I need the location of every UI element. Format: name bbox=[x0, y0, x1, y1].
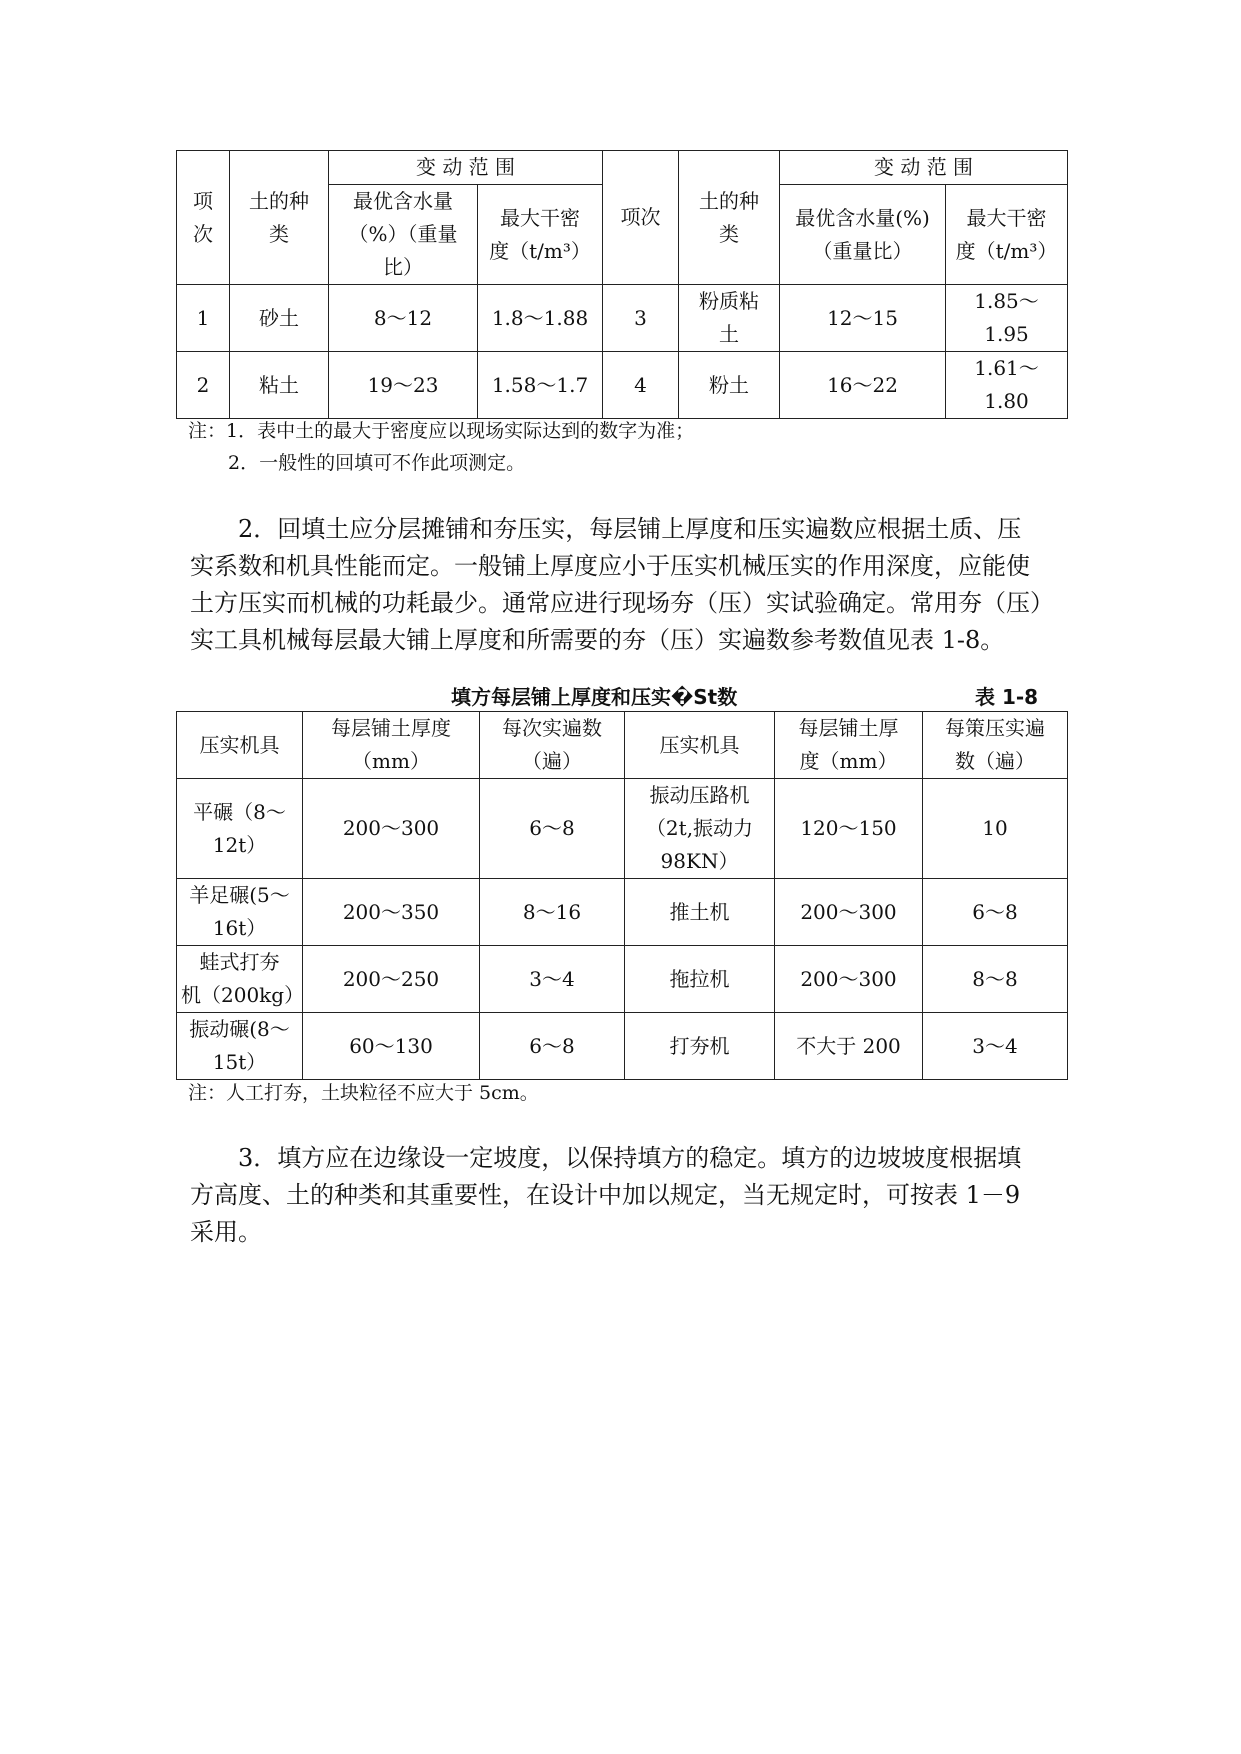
paragraph-line: 方高度、土的种类和其重要性，在设计中加以规定，当无规定时，可按表 1－9 bbox=[190, 1181, 1021, 1209]
cell: 16～22 bbox=[780, 352, 946, 419]
cell: 1.61～ 1.80 bbox=[946, 352, 1068, 419]
table2-note: 注：人工打夯，土块粒径不应大于 5cm。 bbox=[188, 1082, 539, 1104]
cell: 1 bbox=[177, 285, 230, 352]
cell: 200～300 bbox=[775, 879, 923, 946]
cell: 4 bbox=[603, 352, 679, 419]
cell: 19～23 bbox=[329, 352, 478, 419]
header-item: 项 次 bbox=[177, 151, 230, 285]
soil-density-table bbox=[176, 150, 1068, 419]
paragraph-line: 采用。 bbox=[190, 1218, 262, 1246]
table-row bbox=[177, 285, 1068, 352]
header-cell: 每层铺土厚度 （mm） bbox=[303, 712, 480, 779]
paragraph-3 bbox=[190, 1140, 1055, 1251]
header-cell: 每次实遍数 （遍） bbox=[480, 712, 625, 779]
table2-number: 表 1-8 bbox=[975, 685, 1039, 709]
cell: 蛙式打夯 机（200kg） bbox=[177, 946, 303, 1013]
table1-note-1: 注：1．表中土的最大于密度应以现场实际达到的数字为准； bbox=[188, 420, 695, 442]
header-soil-type: 土的种 类 bbox=[230, 151, 329, 285]
cell: 羊足碾(5～ 16t） bbox=[177, 879, 303, 946]
header-range: 变 动 范 围 bbox=[329, 151, 603, 185]
paragraph-2 bbox=[190, 511, 1055, 659]
cell: 3～4 bbox=[923, 1013, 1068, 1080]
table1-note-2: 2．一般性的回填可不作此项测定。 bbox=[228, 452, 526, 474]
cell: 粘土 bbox=[230, 352, 329, 419]
cell: 8～12 bbox=[329, 285, 478, 352]
cell: 200～300 bbox=[775, 946, 923, 1013]
cell: 6～8 bbox=[923, 879, 1068, 946]
header-cell: 压实机具 bbox=[625, 712, 775, 779]
cell: 200～350 bbox=[303, 879, 480, 946]
cell: 砂土 bbox=[230, 285, 329, 352]
cell: 12～15 bbox=[780, 285, 946, 352]
cell: 200～300 bbox=[303, 779, 480, 879]
cell: 6～8 bbox=[480, 779, 625, 879]
header-moisture-right: 最优含水量(%) （重量比） bbox=[780, 185, 946, 285]
table-row bbox=[177, 352, 1068, 419]
cell: 1.85～ 1.95 bbox=[946, 285, 1068, 352]
table-header-row bbox=[177, 712, 1068, 779]
header-soil-type-right: 土的种 类 bbox=[679, 151, 780, 285]
paragraph-line: 实系数和机具性能而定。一般铺上厚度应小于压实机械压实的作用深度，应能使 bbox=[190, 552, 1030, 580]
cell: 粉土 bbox=[679, 352, 780, 419]
header-density-right: 最大干密 度（t/m³） bbox=[946, 185, 1068, 285]
cell: 60～130 bbox=[303, 1013, 480, 1080]
cell: 6～8 bbox=[480, 1013, 625, 1080]
paragraph-line: 土方压实而机械的功耗最少。通常应进行现场夯（压）实试验确定。常用夯（压） bbox=[190, 589, 1054, 617]
cell: 不大于 200 bbox=[775, 1013, 923, 1080]
cell: 1.58～1.7 bbox=[478, 352, 603, 419]
table2-caption: 填方每层铺上厚度和压实�St数 bbox=[451, 685, 738, 709]
header-cell: 压实机具 bbox=[177, 712, 303, 779]
cell: 200～250 bbox=[303, 946, 480, 1013]
table-row bbox=[177, 879, 1068, 946]
paragraph-line: 3．填方应在边缘设一定坡度，以保持填方的稳定。填方的边坡坡度根据填 bbox=[238, 1144, 1022, 1172]
compaction-table bbox=[176, 711, 1068, 1080]
cell: 振动碾(8～ 15t） bbox=[177, 1013, 303, 1080]
header-density: 最大干密 度（t/m³） bbox=[478, 185, 603, 285]
table-row bbox=[177, 779, 1068, 879]
cell: 1.8～1.88 bbox=[478, 285, 603, 352]
cell: 2 bbox=[177, 352, 230, 419]
paragraph-line: 实工具机械每层最大铺上厚度和所需要的夯（压）实遍数参考数值见表 1-8。 bbox=[190, 626, 1005, 654]
header-cell: 每策压实遍 数（遍） bbox=[923, 712, 1068, 779]
cell: 平碾（8～ 12t） bbox=[177, 779, 303, 879]
cell: 3 bbox=[603, 285, 679, 352]
table-row bbox=[177, 946, 1068, 1013]
paragraph-line: 2．回填土应分层摊铺和夯压实，每层铺上厚度和压实遍数应根据土质、压 bbox=[238, 515, 1022, 543]
cell: 3～4 bbox=[480, 946, 625, 1013]
cell: 10 bbox=[923, 779, 1068, 879]
header-item-right: 项次 bbox=[603, 151, 679, 285]
cell: 推土机 bbox=[625, 879, 775, 946]
cell: 打夯机 bbox=[625, 1013, 775, 1080]
header-range-right: 变 动 范 围 bbox=[780, 151, 1068, 185]
header-cell: 每层铺土厚 度（mm） bbox=[775, 712, 923, 779]
table-row bbox=[177, 1013, 1068, 1080]
cell: 粉质粘 土 bbox=[679, 285, 780, 352]
header-moisture: 最优含水量 （%）（重量 比） bbox=[329, 185, 478, 285]
cell: 8～8 bbox=[923, 946, 1068, 1013]
cell: 120～150 bbox=[775, 779, 923, 879]
cell: 8～16 bbox=[480, 879, 625, 946]
cell: 拖拉机 bbox=[625, 946, 775, 1013]
cell: 振动压路机 （2t,振动力 98KN） bbox=[625, 779, 775, 879]
